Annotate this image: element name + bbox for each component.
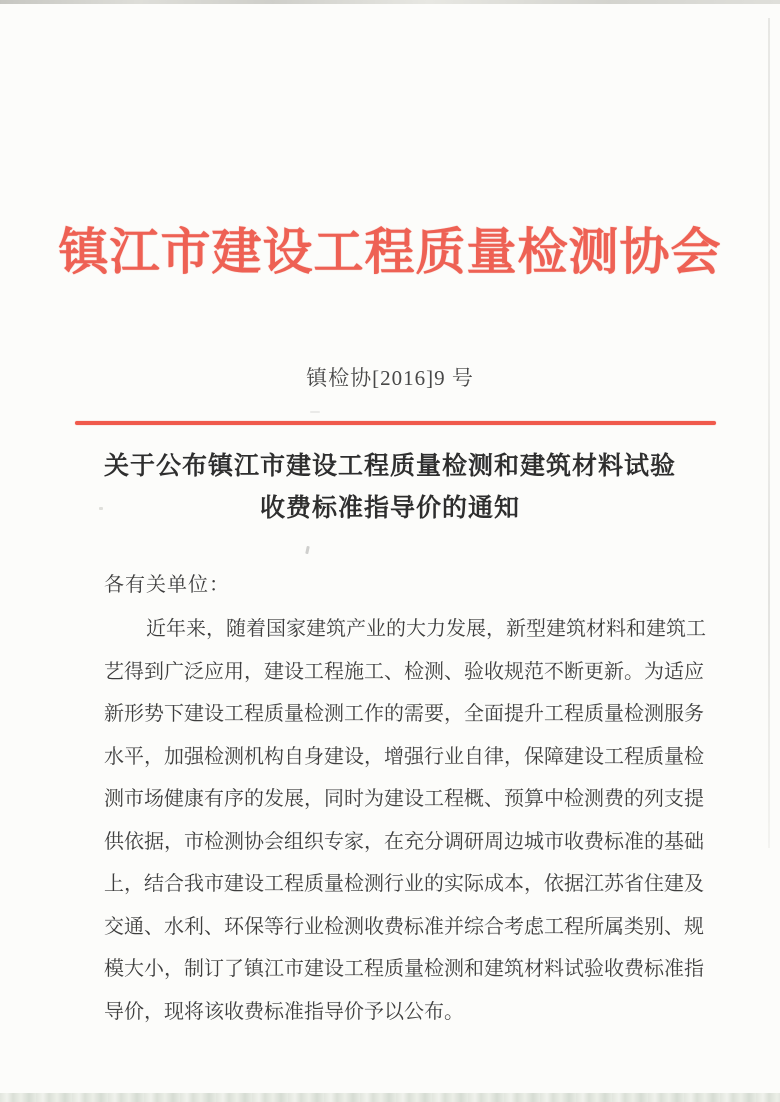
notice-title-line2: 收费标准指导价的通知: [259, 495, 520, 522]
body-line: 艺得到广泛应用，建设工程施工、检测、验收规范不断更新。为适应: [104, 660, 704, 683]
salutation: 各有关单位：: [104, 574, 230, 596]
body-line: 供依据，市检测协会组织专家，在充分调研周边城市收费标准的基础: [104, 830, 704, 853]
body-line: 导价，现将该收费标准指导价予以公布。: [104, 1000, 464, 1023]
scan-artifact-top-edge: [0, 0, 780, 4]
body-line: 测市场健康有序的发展，同时为建设工程概、预算中检测费的列支提: [104, 788, 704, 810]
scan-speck: [99, 507, 103, 510]
document-number: 镇检协[2016]9 号: [306, 366, 474, 390]
body-line: 交通、水利、环保等行业检测收费标准并综合考虑工程所属类别、规: [104, 915, 704, 938]
body-line: 模大小，制订了镇江市建设工程质量检测和建筑材料试验收费标准指: [104, 958, 704, 980]
red-divider-rule: [75, 421, 716, 425]
notice-title: [0, 446, 780, 530]
scan-artifact-right-edge: [768, 18, 770, 848]
body-line: 新形势下建设工程质量检测工作的需要，全面提升工程质量检测服务: [104, 703, 704, 725]
body-line: 近年来，随着国家建筑产业的大力发展，新型建筑材料和建筑工: [146, 618, 706, 640]
scan-artifact-bottom-edge: [0, 1093, 780, 1102]
notice-title-line1: 关于公布镇江市建设工程质量检测和建筑材料试验: [103, 453, 676, 480]
body-line: 上，结合我市建设工程质量检测行业的实际成本，依据江苏省住建及: [104, 873, 704, 895]
scan-speck: [310, 411, 320, 413]
body-paragraph: [104, 608, 706, 1033]
organization-title: 镇江市建设工程质量检测协会: [58, 224, 722, 280]
body-line: 水平，加强检测机构自身建设，增强行业自律，保障建设工程质量检: [104, 745, 704, 768]
scan-speck: [305, 546, 310, 554]
